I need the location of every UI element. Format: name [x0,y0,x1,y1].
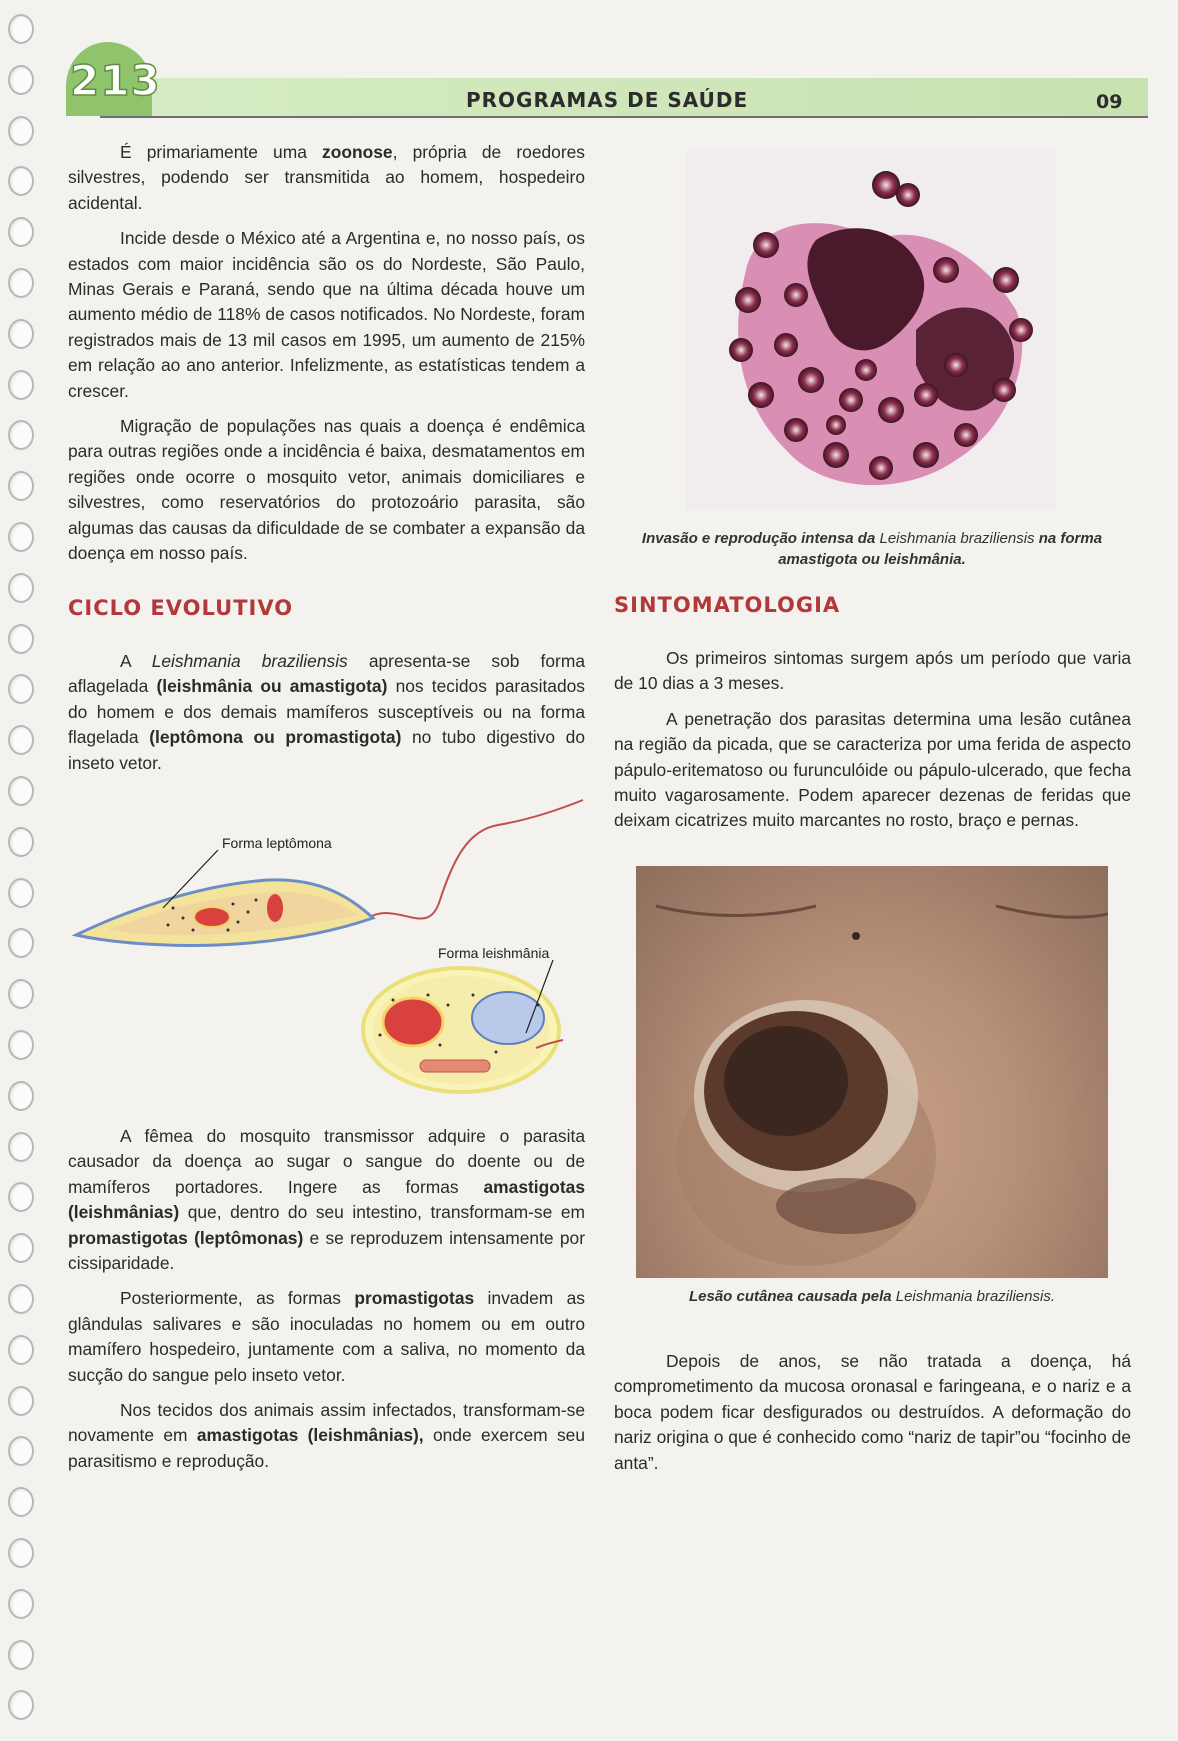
text-run: Lesão cutânea causada pela [688,1288,896,1305]
leishmania-vacuole [472,992,544,1044]
text-run: Leishmania braziliensis [879,530,1035,547]
text-run: A fêmea do mosquito transmissor adquire o parasita causador da doença ao sugar o sangue do doente ou de mamíferos portadores. Ingere as formas [68,1126,585,1197]
ciclo-text-2 [68,1124,585,1484]
leishmania-forms-diagram [68,790,588,1120]
text-run: Nos tecidos dos animais assim infectados, transformam-se novamente em [68,1400,585,1446]
binder-hole [8,827,34,857]
leishmania-kinetoplast [420,1060,490,1072]
text-run: invadem as glândulas salivares e são inoculadas no homem ou em outro mamífero hospedeiro, juntamente com a saliva, no momento da sucção do sangue pelo inseto vetor. [68,1288,586,1385]
leptomona-kinetoplast [267,894,283,922]
caption-micrograph [628,528,1116,570]
sintomatologia-paragraph-2: A penetração dos parasitas determina uma lesão cutânea na região da picada, que se caracteriza por uma ferida de aspecto pápulo-eritematoso ou furunculóide ou pápulo-ulcerado, que fecha muito vagarosamente. Podem aparecer dezenas de feridas que deixam cicatrizes muito marcantes no rosto, braço e pernas. [614,708,1131,831]
binder-hole [8,1182,34,1212]
sintomatologia-text [614,646,1131,844]
final-paragraph: Depois de anos, se não tratada a doença, há comprometimento da mucosa oronasal e faringeana, e o nariz e a boca podem ficar desfigurados ou destruídos. A deformação do nariz origina o que é conhecido como “nariz de tapir”ou “focinho de anta”. [614,1351,1131,1473]
binder-hole [8,166,34,196]
binder-hole [8,65,34,95]
binder-hole [8,370,34,400]
text-run: amastigotas (leishmânias), [196,1425,424,1446]
text-run: Invasão e reprodução intensa da [641,530,880,547]
binder-holes [8,14,42,1741]
intro-paragraph-3: Migração de populações nas quais a doença é endêmica para outras regiões onde a incidência é baixa, desmatamentos em regiões onde ocorre o mosquito vetor, animais domiciliares e silvestres, como reservatórios do protozoário parasita, são algumas das causas da dificuldade de se combater a expansão da doença em nosso país. [68,416,585,564]
text-run: Posteriormente, as formas [120,1288,355,1309]
small-lesion [852,932,860,940]
page-badge-number: 213 [70,56,161,105]
binder-hole [8,573,34,603]
final-text [614,1349,1131,1486]
leptomona-nucleus [194,907,230,927]
text-run: (leptômona ou promastigota) [149,727,402,748]
binder-hole [8,1589,34,1619]
binder-hole [8,725,34,755]
text-run: Leishmania braziliensis [151,651,348,671]
text-run: promastigotas (leptômonas) [68,1227,304,1248]
binder-hole [8,1386,34,1416]
binder-hole [8,420,34,450]
text-run: no tubo digestivo do inseto vetor. [68,727,586,773]
binder-hole [8,1233,34,1263]
binder-hole [8,979,34,1009]
label-leptomona: Forma leptômona [222,835,332,851]
text-run: Leishmania braziliensis. [895,1288,1055,1305]
binder-hole [8,1081,34,1111]
intro-paragraph-1 [68,140,585,216]
text-run: onde exercem seu parasitismo e reprodução. [68,1425,585,1471]
binder-hole [8,1538,34,1568]
text-run: apresenta-se sob forma aflagelada [68,651,585,697]
text-run: zoonose [322,142,393,162]
binder-hole [8,776,34,806]
binder-hole [8,1487,34,1517]
photo-illustration [636,866,1108,1278]
flagellum [368,800,583,919]
binder-hole [8,1284,34,1314]
text-run: na forma amastigota ou leishmânia. [778,530,1103,568]
text-run: É primariamente uma [120,142,323,162]
ciclo-paragraph-1 [68,649,585,776]
ciclo-paragraph-4 [68,1398,585,1474]
binder-hole [8,319,34,349]
section-title-sintomatologia: SINTOMATOLOGIA [614,593,841,617]
binder-hole [8,471,34,501]
binder-hole [8,674,34,704]
binder-hole [8,1640,34,1670]
micrograph-amastigotes [686,150,1056,510]
text-run: que, dentro do seu intestino, transformam-se em [179,1202,585,1223]
ciclo-text-1 [68,649,585,786]
text-run: nos tecidos parasitados do homem e dos demais mamíferos susceptíveis ou na forma flagelada [68,676,585,748]
intro-text [68,140,585,577]
binder-hole [8,522,34,552]
text-run: A [120,651,152,671]
section-title-ciclo: CICLO EVOLUTIVO [68,596,294,620]
ciclo-paragraph-3 [68,1286,585,1388]
binder-hole [8,1030,34,1060]
closed-eye-right [996,906,1108,917]
binder-hole [8,1132,34,1162]
binder-hole [8,878,34,908]
ciclo-paragraph-2 [68,1124,585,1276]
sintomatologia-paragraph-1: Os primeiros sintomas surgem após um período que varia de 10 dias a 3 meses. [614,648,1131,694]
text-run: e se reproduzem intensamente por cissiparidade. [68,1227,585,1274]
binder-hole [8,116,34,146]
photo-skin-lesion [636,866,1108,1278]
binder-hole [8,928,34,958]
binder-hole [8,217,34,247]
caption-lesion [636,1286,1108,1307]
binder-hole [8,624,34,654]
leishmania-nucleus [383,998,443,1046]
micrograph-illustration [686,150,1056,510]
binder-hole [8,14,34,44]
binder-hole [8,1335,34,1365]
binder-hole [8,268,34,298]
lesion-center [724,1026,848,1136]
text-run: (leishmânia ou amastigota) [156,676,388,697]
closed-eye-left [656,906,816,915]
binder-hole [8,1436,34,1466]
text-run: promastigotas [354,1288,475,1309]
binder-hole [8,1690,34,1720]
intro-paragraph-2: Incide desde o México até a Argentina e, no nosso país, os estados com maior incidência são os do Nordeste, São Paulo, Minas Gerais e Paraná, sendo que na última década houve um aumento médio de 118% de casos notificados. No Nordeste, foram registrados mais de 13 mil casos em 1995, um aumento de 215% em relação ao ano anterior. Infelizmente, as estatísticas tendem a crescer. [68,228,585,401]
text-run: amastigotas (leishmânias) [68,1176,585,1223]
text-run: , própria de roedores silvestres, podendo ser transmitida ao homem, hospedeiro acidental. [68,142,585,213]
page-badge [66,42,161,116]
header-title: PROGRAMAS DE SAÚDE [466,88,749,112]
nostril-shadow [776,1178,916,1234]
header-page-number: 09 [1096,91,1123,113]
label-leishmania: Forma leishmânia [438,945,550,961]
